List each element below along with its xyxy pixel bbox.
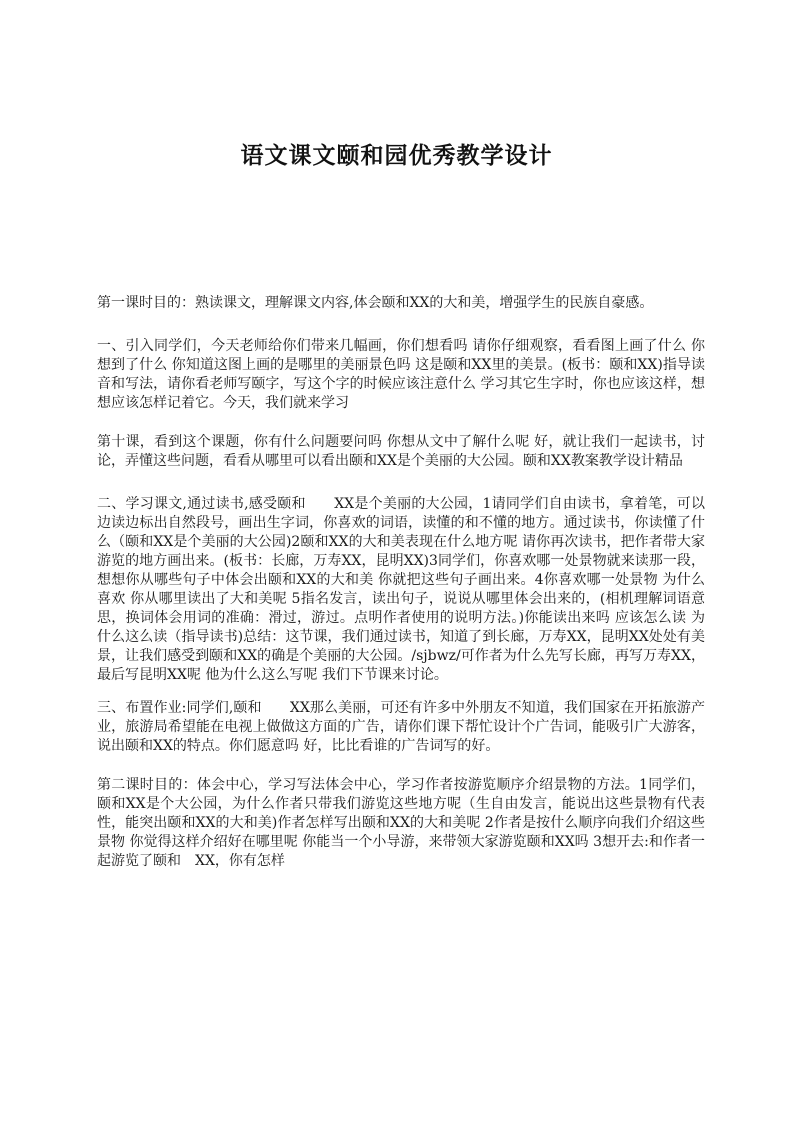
paragraph-lesson-two-goal: 第二课时目的：体会中心，学习写法体会中心，学习作者按游览顺序介绍景物的方法。1同学们，颐和XX是个大公园，为什么作者只带我们游览这些地方呢（生自由发言，能说出这些景物有代表性，能突出颐和XX的大和美)作者怎样写出颐和XX的大和美呢 2作者是按什么顺序向我们介绍这些景物 你觉得这样介绍好在哪里呢 你能当一个小导游，来带领大家游览颐和XX吗 3想开去:和作者一起游览了颐和 XX，你有怎样 (97, 777, 705, 869)
document-body (97, 294, 705, 871)
document-title: 语文课文颐和园优秀教学设计 (240, 143, 553, 169)
paragraph-lesson-ten: 第十课，看到这个课题，你有什么问题要问吗 你想从文中了解什么呢 好，就让我们一起读书，讨论，弄懂这些问题，看看从哪里可以看出颐和XX是个美丽的大公园。颐和XX教案教学设计精品 (97, 434, 705, 469)
paragraph-lesson-one-goal: 第一课时目的：熟读课文，理解课文内容,体会颐和XX的大和美，增强学生的民族自豪感。 (97, 295, 654, 311)
paragraph-study-text: 二、学习课文,通过读书,感受颐和 XX是个美丽的大公园，1请同学们自由读书，拿着笔，可以边读边标出自然段号，画出生字词，你喜欢的词语，读懂的和不懂的地方。通过读书，你读懂了什么（颐和XX是个美丽的大公园)2颐和XX的大和美表现在什么地方呢 请你再次读书，把作者带大家游览的地方画出来。(板书：长廊，万寿XX，昆明XX)3同学们，你喜欢哪一处景物就来读那一段，想想你从哪些句子中体会出颐和XX的大和美 你就把这些句子画出来。4你喜欢哪一处景物 为什么喜欢 你从哪里读出了大和美呢 5指名发言，读出句子，说说从哪里体会出来的，(相机理解词语意思，换词体会用词的准确：滑过，游过。点明作者使用的说明方法。)你能读出来吗 应该怎么读 为什么这么读（指导读书)总结：这节课，我们通过读书，知道了到长廊，万寿XX，昆明XX处处有美景，让我们感受到颐和XX的确是个美丽的大公园。/sjbwz/可作者为什么先写长廊，再写万寿XX，最后写昆明XX呢 他为什么这么写呢 我们下节课来讨论。 (97, 496, 705, 683)
paragraph-introduction: 一、引入同学们，今天老师给你们带来几幅画，你们想看吗 请你仔细观察，看看图上画了什么 你想到了什么 你知道这图上画的是哪里的美丽景色吗 这是颐和XX里的美景。(板书：颐和XX)指导读音和写法，请你看老师写颐字，写这个字的时候应该注意什么 学习其它生字时，你也应该这样，想想应该怎样记着它。今天，我们就来学习 (97, 338, 705, 411)
paragraph-homework: 三、布置作业:同学们,颐和 XX那么美丽，可还有许多中外朋友不知道，我们国家在开拓旅游产业，旅游局希望能在电视上做做这方面的广告，请你们课下帮忙设计个广告词，能吸引广大游客，说出颐和XX的特点。你们愿意吗 好，比比看谁的广告词写的好。 (97, 700, 705, 754)
